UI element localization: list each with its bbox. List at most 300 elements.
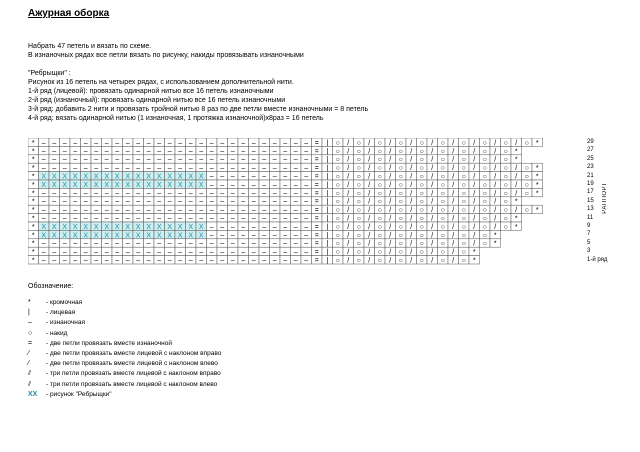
chart-symbol: * xyxy=(31,215,35,223)
chart-symbol: * xyxy=(31,198,35,206)
chart-symbol: – xyxy=(73,139,78,147)
chart-symbol: / xyxy=(368,198,371,206)
chart-symbol: / xyxy=(431,181,434,189)
chart-symbol: – xyxy=(293,148,298,156)
chart-symbol: – xyxy=(188,139,193,147)
chart-symbol: ○ xyxy=(356,207,361,215)
chart-symbol: ○ xyxy=(356,215,361,223)
chart-symbol: * xyxy=(31,240,35,248)
chart-symbol: ○ xyxy=(419,148,424,156)
chart-symbol: – xyxy=(199,257,204,265)
chart-symbol: ○ xyxy=(335,181,340,189)
chart-symbol: – xyxy=(220,249,225,257)
chart-symbol: X xyxy=(125,173,131,181)
chart-symbol: – xyxy=(241,249,246,257)
chart-symbol: | xyxy=(326,181,329,189)
chart-symbol: – xyxy=(73,207,78,215)
chart-symbol: ○ xyxy=(377,181,382,189)
chart-symbol: – xyxy=(220,156,225,164)
chart-symbol: – xyxy=(83,240,88,248)
chart-symbol: – xyxy=(52,240,57,248)
chart-symbol: X xyxy=(146,223,152,231)
chart-symbol: – xyxy=(293,215,298,223)
chart-symbol: | xyxy=(326,257,329,265)
chart-symbol: – xyxy=(283,156,288,164)
chart-symbol: – xyxy=(83,257,88,265)
row-label: 11 xyxy=(587,214,594,221)
chart-symbol: – xyxy=(146,165,151,173)
chart-symbol: X xyxy=(177,223,183,231)
chart-symbol: – xyxy=(52,148,57,156)
chart-symbol: – xyxy=(272,240,277,248)
chart-symbol: / xyxy=(494,165,497,173)
chart-symbol: * xyxy=(31,223,35,231)
chart-symbol: – xyxy=(220,198,225,206)
chart-symbol: – xyxy=(188,215,193,223)
chart-symbol: / xyxy=(431,198,434,206)
chart-symbol: / xyxy=(368,257,371,265)
chart-symbol: / xyxy=(473,232,476,240)
chart-symbol: – xyxy=(146,207,151,215)
chart-symbol: / xyxy=(389,240,392,248)
chart-symbol: – xyxy=(293,173,298,181)
chart-symbol: X xyxy=(156,173,162,181)
chart-symbol: ○ xyxy=(377,165,382,173)
chart-symbol: – xyxy=(52,249,57,257)
chart-symbol: ○ xyxy=(398,240,403,248)
chart-symbol: – xyxy=(230,173,235,181)
chart-symbol: ○ xyxy=(440,148,445,156)
chart-symbol: / xyxy=(494,198,497,206)
chart-symbol: – xyxy=(199,139,204,147)
chart-symbol: X xyxy=(135,173,141,181)
chart-symbol: – xyxy=(83,139,88,147)
chart-symbol: / xyxy=(368,165,371,173)
chart-symbol: – xyxy=(262,190,267,198)
chart-symbol: / xyxy=(389,165,392,173)
chart-symbol: X xyxy=(104,232,110,240)
chart-symbol: ○ xyxy=(335,156,340,164)
row-label: 29 xyxy=(587,139,594,145)
chart-symbol: – xyxy=(304,223,309,231)
chart-symbol: ○ xyxy=(377,249,382,257)
rapport-label: РАППОРТ xyxy=(602,182,608,214)
chart-symbol: – xyxy=(272,139,277,147)
chart-symbol: – xyxy=(136,198,141,206)
chart-symbol: ○ xyxy=(419,190,424,198)
legend-item xyxy=(28,339,172,349)
legend-item xyxy=(28,308,75,318)
chart-symbol: / xyxy=(347,232,350,240)
chart-symbol: ○ xyxy=(398,190,403,198)
chart-symbol: ○ xyxy=(461,207,466,215)
chart-symbol: – xyxy=(220,232,225,240)
chart-symbol: – xyxy=(241,173,246,181)
chart-symbol: – xyxy=(125,257,130,265)
chart-symbol: / xyxy=(368,173,371,181)
chart-symbol: – xyxy=(283,249,288,257)
section-line-1: Рисунок из 16 петель на четырех рядах, с использованием дополнительной нити. xyxy=(28,79,294,86)
chart-symbol: ○ xyxy=(440,173,445,181)
chart-symbol: – xyxy=(241,223,246,231)
chart-symbol: ○ xyxy=(377,198,382,206)
chart-symbol: * xyxy=(535,181,539,189)
chart-symbol: X xyxy=(125,232,131,240)
chart-symbol: – xyxy=(230,181,235,189)
chart-symbol: – xyxy=(293,190,298,198)
chart-symbol: / xyxy=(494,173,497,181)
chart-symbol: – xyxy=(115,156,120,164)
chart-symbol: X xyxy=(62,173,68,181)
chart-symbol: – xyxy=(167,198,172,206)
row-label: 1-й ряд xyxy=(587,256,608,263)
chart-symbol: – xyxy=(209,257,214,265)
chart-symbol: – xyxy=(178,207,183,215)
chart-symbol: – xyxy=(251,232,256,240)
chart-symbol: / xyxy=(431,207,434,215)
chart-symbol: ○ xyxy=(503,223,508,231)
chart-symbol: – xyxy=(293,165,298,173)
chart-symbol: – xyxy=(146,249,151,257)
chart-symbol: ○ xyxy=(482,190,487,198)
chart-symbol: – xyxy=(94,198,99,206)
chart-symbol: / xyxy=(431,165,434,173)
chart-symbol: X xyxy=(114,181,120,189)
chart-symbol: – xyxy=(157,139,162,147)
chart-symbol: / xyxy=(452,215,455,223)
chart-symbol: ○ xyxy=(461,181,466,189)
chart-symbol: – xyxy=(115,139,120,147)
chart-symbol: – xyxy=(283,165,288,173)
chart-symbol: / xyxy=(410,223,413,231)
chart-symbol: X xyxy=(62,181,68,189)
chart-symbol: X xyxy=(41,181,47,189)
chart-symbol: – xyxy=(167,257,172,265)
chart-symbol: / xyxy=(410,207,413,215)
chart-symbol: ○ xyxy=(398,148,403,156)
chart-symbol: / xyxy=(473,165,476,173)
chart-symbol: X xyxy=(41,173,47,181)
chart-symbol: = xyxy=(314,215,319,223)
chart-symbol: = xyxy=(314,190,319,198)
chart-symbol: * xyxy=(535,207,539,215)
chart-symbol: X xyxy=(51,173,57,181)
chart-symbol: ○ xyxy=(503,207,508,215)
chart-symbol: – xyxy=(283,190,288,198)
legend-item xyxy=(28,298,82,308)
chart-symbol: – xyxy=(115,190,120,198)
chart-symbol: – xyxy=(94,148,99,156)
chart-symbol: ○ xyxy=(461,240,466,248)
chart-symbol: – xyxy=(230,156,235,164)
chart-symbol: ○ xyxy=(377,240,382,248)
chart-symbol: – xyxy=(220,148,225,156)
chart-symbol: – xyxy=(167,207,172,215)
chart-symbol: – xyxy=(251,139,256,147)
chart-symbol: – xyxy=(41,148,46,156)
chart-symbol: X xyxy=(93,181,99,189)
chart-symbol: – xyxy=(262,198,267,206)
chart-symbol: – xyxy=(251,165,256,173)
row-label: 9 xyxy=(587,223,591,229)
chart-symbol: – xyxy=(230,249,235,257)
chart-symbol: ○ xyxy=(503,148,508,156)
chart-symbol: ○ xyxy=(524,165,529,173)
chart-symbol: – xyxy=(283,257,288,265)
chart-symbol: – xyxy=(262,249,267,257)
chart-symbol: – xyxy=(104,156,109,164)
chart-symbol: / xyxy=(389,207,392,215)
chart-symbol: / xyxy=(452,257,455,265)
chart-symbol: / xyxy=(389,198,392,206)
chart-symbol: – xyxy=(178,249,183,257)
chart-symbol: – xyxy=(209,198,214,206)
chart-symbol: = xyxy=(314,240,319,248)
chart-symbol: / xyxy=(431,173,434,181)
chart-symbol: ○ xyxy=(482,232,487,240)
chart-symbol: ○ xyxy=(482,215,487,223)
chart-symbol: / xyxy=(410,173,413,181)
chart-symbol: ○ xyxy=(503,156,508,164)
chart-symbol: X xyxy=(198,232,204,240)
chart-symbol: = xyxy=(314,181,319,189)
chart-symbol: / xyxy=(515,190,518,198)
chart-symbol: – xyxy=(62,257,67,265)
chart-symbol: / xyxy=(452,198,455,206)
chart-symbol: – xyxy=(293,207,298,215)
chart-symbol: X xyxy=(156,232,162,240)
chart-symbol: X xyxy=(177,232,183,240)
chart-symbol: X xyxy=(167,223,173,231)
chart-symbol: – xyxy=(52,139,57,147)
chart-symbol: ○ xyxy=(503,198,508,206)
chart-symbol: ○ xyxy=(335,207,340,215)
chart-symbol: – xyxy=(115,198,120,206)
chart-symbol: – xyxy=(230,240,235,248)
chart-symbol: / xyxy=(452,223,455,231)
chart-symbol: ○ xyxy=(398,232,403,240)
chart-symbol: / xyxy=(347,148,350,156)
legend-symbol-icon: ⁄ xyxy=(28,360,30,368)
chart-symbol: – xyxy=(52,165,57,173)
chart-symbol: / xyxy=(389,181,392,189)
chart-symbol: ○ xyxy=(482,173,487,181)
chart-symbol: – xyxy=(272,165,277,173)
chart-symbol: * xyxy=(31,148,35,156)
chart-symbol: – xyxy=(73,190,78,198)
row-label: 17 xyxy=(587,189,594,196)
chart-symbol: ○ xyxy=(377,173,382,181)
chart-symbol: – xyxy=(136,249,141,257)
chart-symbol: X xyxy=(83,181,89,189)
chart-symbol: – xyxy=(241,165,246,173)
chart-symbol: ○ xyxy=(356,190,361,198)
chart-symbol: / xyxy=(368,223,371,231)
chart-symbol: ○ xyxy=(440,223,445,231)
chart-symbol: | xyxy=(326,198,329,206)
chart-symbol: / xyxy=(431,223,434,231)
chart-symbol: ○ xyxy=(356,223,361,231)
chart-symbol: / xyxy=(410,156,413,164)
chart-symbol: ○ xyxy=(335,215,340,223)
chart-symbol: – xyxy=(262,215,267,223)
chart-symbol: | xyxy=(326,148,329,156)
chart-symbol: – xyxy=(188,156,193,164)
chart-symbol: – xyxy=(146,215,151,223)
chart-symbol: = xyxy=(314,207,319,215)
chart-symbol: | xyxy=(326,249,329,257)
chart-symbol: – xyxy=(115,148,120,156)
chart-symbol: – xyxy=(146,198,151,206)
chart-symbol: – xyxy=(73,257,78,265)
chart-symbol: ○ xyxy=(440,249,445,257)
chart-symbol: – xyxy=(230,190,235,198)
chart-symbol: – xyxy=(62,249,67,257)
chart-symbol: = xyxy=(314,156,319,164)
chart-symbol: X xyxy=(125,223,131,231)
chart-symbol: – xyxy=(304,249,309,257)
chart-symbol: / xyxy=(494,223,497,231)
chart-symbol: ○ xyxy=(461,139,466,147)
chart-symbol: – xyxy=(230,232,235,240)
chart-symbol: ○ xyxy=(377,223,382,231)
chart-symbol: ○ xyxy=(419,207,424,215)
chart-symbol: / xyxy=(473,223,476,231)
chart-symbol: | xyxy=(326,232,329,240)
chart-symbol: – xyxy=(125,249,130,257)
chart-symbol: – xyxy=(304,232,309,240)
chart-symbol: = xyxy=(314,165,319,173)
legend-item xyxy=(28,329,67,339)
chart-symbol: ○ xyxy=(440,257,445,265)
chart-symbol: ○ xyxy=(524,139,529,147)
chart-symbol: / xyxy=(452,207,455,215)
chart-symbol: / xyxy=(410,190,413,198)
chart-symbol: ○ xyxy=(419,232,424,240)
chart-symbol: – xyxy=(115,249,120,257)
chart-symbol: / xyxy=(494,207,497,215)
chart-symbol: – xyxy=(304,215,309,223)
chart-symbol: / xyxy=(452,148,455,156)
chart-symbol: – xyxy=(104,165,109,173)
chart-symbol: – xyxy=(283,207,288,215)
row-label: 3 xyxy=(587,248,591,255)
chart-symbol: – xyxy=(209,181,214,189)
chart-symbol: * xyxy=(493,232,497,240)
chart-symbol: ○ xyxy=(482,156,487,164)
legend-symbol-icon: ○ xyxy=(28,329,33,337)
chart-symbol: – xyxy=(146,190,151,198)
chart-symbol: ○ xyxy=(461,148,466,156)
chart-symbol: – xyxy=(251,240,256,248)
chart-symbol: / xyxy=(389,139,392,147)
row-label: 25 xyxy=(587,155,594,162)
chart-symbol: * xyxy=(514,156,518,164)
chart-symbol: – xyxy=(41,190,46,198)
chart-symbol: – xyxy=(230,257,235,265)
chart-symbol: / xyxy=(368,215,371,223)
chart-symbol: / xyxy=(473,215,476,223)
chart-symbol: ○ xyxy=(356,165,361,173)
chart-symbol: – xyxy=(157,148,162,156)
chart-symbol: – xyxy=(83,148,88,156)
chart-symbol: ○ xyxy=(482,139,487,147)
chart-symbol: – xyxy=(241,148,246,156)
chart-symbol: ○ xyxy=(482,240,487,248)
chart-symbol: – xyxy=(94,249,99,257)
chart-symbol: | xyxy=(326,223,329,231)
chart-symbol: / xyxy=(347,207,350,215)
chart-symbol: – xyxy=(146,156,151,164)
section-line-3: 2-й ряд (изнаночный): провязать одинарной нитью все 16 петель изнаночными xyxy=(28,97,286,104)
legend-title: Обозначение: xyxy=(28,283,74,290)
chart-symbol: / xyxy=(494,181,497,189)
chart-symbol: ○ xyxy=(440,165,445,173)
row-label: 15 xyxy=(587,197,594,204)
chart-symbol: – xyxy=(41,240,46,248)
chart-symbol: X xyxy=(146,173,152,181)
intro-line-1: Набрать 47 петель и вязать по схеме. xyxy=(28,43,152,50)
chart-symbol: / xyxy=(389,173,392,181)
chart-symbol: ○ xyxy=(503,165,508,173)
chart-symbol: – xyxy=(262,207,267,215)
chart-symbol: / xyxy=(368,181,371,189)
chart-symbol: X xyxy=(51,223,57,231)
chart-symbol: ○ xyxy=(461,232,466,240)
chart-symbol: ○ xyxy=(335,232,340,240)
chart-symbol: X xyxy=(72,232,78,240)
chart-symbol: / xyxy=(452,249,455,257)
chart-symbol: – xyxy=(283,223,288,231)
chart-symbol: ○ xyxy=(419,249,424,257)
row-label: 7 xyxy=(587,231,591,238)
page-title: Ажурная оборка xyxy=(28,8,110,19)
chart-symbol: * xyxy=(472,257,476,265)
chart-symbol: * xyxy=(31,156,35,164)
chart-symbol: – xyxy=(188,190,193,198)
chart-symbol: * xyxy=(31,257,35,265)
legend-symbol-icon: * xyxy=(28,299,31,306)
chart-symbol: – xyxy=(136,240,141,248)
chart-symbol: = xyxy=(314,198,319,206)
chart-symbol: – xyxy=(251,198,256,206)
chart-symbol: – xyxy=(94,215,99,223)
chart-symbol: – xyxy=(209,173,214,181)
chart-symbol: / xyxy=(368,139,371,147)
legend-item xyxy=(28,349,221,359)
section-title: "Ребрыщки" : xyxy=(28,70,71,77)
chart-symbol: ○ xyxy=(461,165,466,173)
chart-symbol: * xyxy=(472,249,476,257)
chart-symbol: ○ xyxy=(440,215,445,223)
chart-symbol: X xyxy=(72,173,78,181)
chart-symbol: ○ xyxy=(440,190,445,198)
legend-text: - две петли провязать вместе изнаночной xyxy=(46,339,172,347)
chart-symbol: – xyxy=(293,257,298,265)
chart-symbol: – xyxy=(272,257,277,265)
chart-symbol: ○ xyxy=(503,173,508,181)
chart-symbol: ○ xyxy=(482,148,487,156)
chart-symbol: ○ xyxy=(440,198,445,206)
chart-symbol: – xyxy=(125,139,130,147)
chart-symbol: ○ xyxy=(356,139,361,147)
chart-symbol: – xyxy=(83,207,88,215)
chart-symbol: X xyxy=(114,223,120,231)
chart-symbol: | xyxy=(326,165,329,173)
chart-symbol: / xyxy=(431,257,434,265)
chart-symbol: ○ xyxy=(524,181,529,189)
chart-symbol: – xyxy=(41,207,46,215)
